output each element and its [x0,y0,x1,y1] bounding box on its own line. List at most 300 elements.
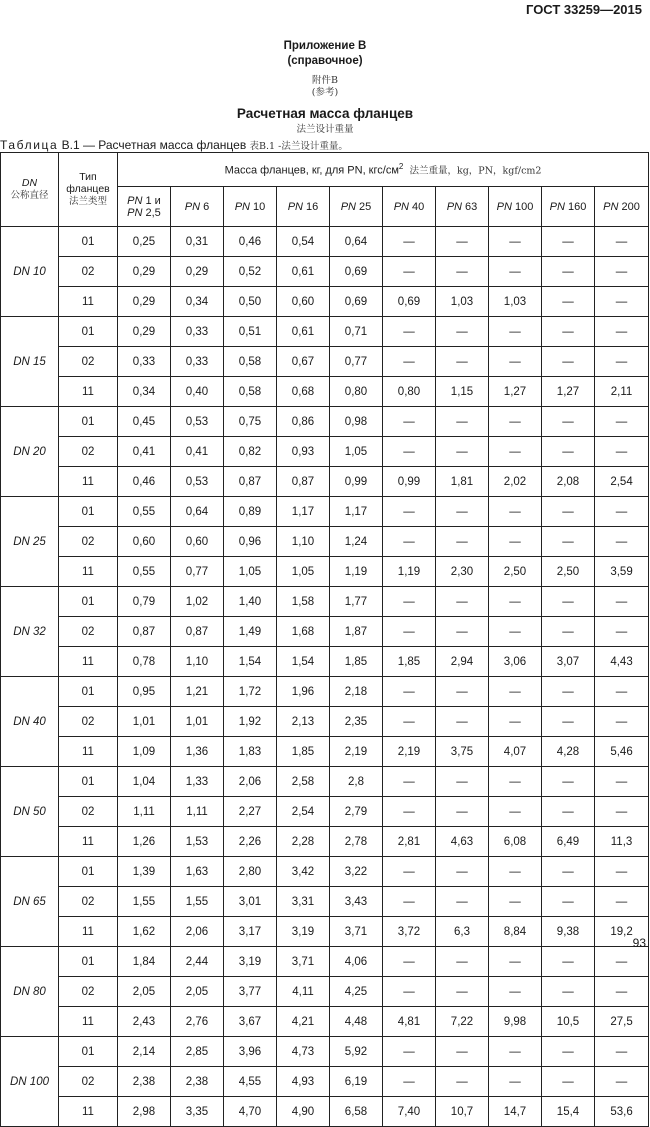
mass-cell: 0,40 [171,377,224,407]
type-cell: 02 [59,527,118,557]
table-row [1,347,649,377]
table-row [1,1067,649,1097]
type-cell: 11 [59,1007,118,1037]
mass-cell: 0,50 [224,287,277,317]
mass-cell: — [489,527,542,557]
mass-cell: — [436,947,489,977]
header-pn-6 [171,187,224,227]
header-mass-sup: 2 [398,162,404,172]
mass-cell: 0,46 [224,227,277,257]
type-cell: 11 [59,377,118,407]
header-type-line1: Тип [79,171,97,183]
type-cell: 01 [59,407,118,437]
mass-cell: 6,3 [436,917,489,947]
mass-cell: 2,13 [277,707,330,737]
mass-cell: 2,08 [542,467,595,497]
mass-cell: — [542,617,595,647]
mass-cell: 1,27 [489,377,542,407]
table-row [1,767,649,797]
pn-label: PN [127,206,143,219]
mass-cell: — [436,797,489,827]
mass-cell: — [383,947,436,977]
dn-cell: DN 40 [1,677,59,767]
mass-cell: — [595,947,649,977]
mass-cell: 5,92 [330,1037,383,1067]
mass-cell: — [383,347,436,377]
flange-mass-table [0,152,649,1127]
mass-cell: — [489,347,542,377]
pn-value: 6 [203,200,210,213]
mass-cell: 0,87 [224,467,277,497]
type-cell: 01 [59,587,118,617]
mass-cell: — [436,317,489,347]
mass-cell: 9,38 [542,917,595,947]
mass-cell: — [489,587,542,617]
table-row [1,617,649,647]
pn-value: 25 [359,200,372,213]
mass-cell: — [542,587,595,617]
mass-cell: — [489,707,542,737]
header-pn-1-2-5 [118,187,171,227]
mass-cell: 2,19 [383,737,436,767]
mass-cell: 19,2 [595,917,649,947]
mass-cell: 7,40 [383,1097,436,1127]
mass-cell: 14,7 [489,1097,542,1127]
mass-cell: — [595,857,649,887]
type-cell: 11 [59,557,118,587]
mass-cell: 1,10 [171,647,224,677]
mass-cell: — [383,1067,436,1097]
pn-label: PN [340,200,356,213]
mass-cell: — [383,587,436,617]
mass-cell: — [489,407,542,437]
mass-cell: 1,27 [542,377,595,407]
mass-cell: — [383,797,436,827]
mass-cell: 3,71 [330,917,383,947]
mass-cell: — [489,497,542,527]
mass-cell: 0,51 [224,317,277,347]
mass-cell: — [436,707,489,737]
type-cell: 01 [59,677,118,707]
mass-cell: 1,87 [330,617,383,647]
mass-cell: — [489,257,542,287]
mass-cell: — [436,1037,489,1067]
header-pn-200 [595,187,649,227]
mass-cell: 2,81 [383,827,436,857]
table-row [1,1007,649,1037]
mass-cell: — [383,977,436,1007]
mass-cell: 0,45 [118,407,171,437]
mass-cell: 4,55 [224,1067,277,1097]
mass-cell: 1,15 [436,377,489,407]
mass-cell: — [595,407,649,437]
dn-cell: DN 65 [1,857,59,947]
mass-cell: 1,36 [171,737,224,767]
mass-cell: 2,94 [436,647,489,677]
pn-value: 2,5 [142,206,161,219]
pn-value: 16 [306,200,319,213]
type-cell: 11 [59,647,118,677]
type-cell: 02 [59,1067,118,1097]
type-cell: 01 [59,1037,118,1067]
mass-cell: — [542,887,595,917]
mass-cell: 1,63 [171,857,224,887]
mass-cell: 3,06 [489,647,542,677]
mass-cell: — [383,407,436,437]
dn-cell: DN 10 [1,227,59,317]
mass-cell: — [489,797,542,827]
mass-cell: — [542,947,595,977]
mass-cell: 0,29 [118,257,171,287]
mass-cell: 1,05 [224,557,277,587]
mass-cell: 0,46 [118,467,171,497]
mass-cell: 1,55 [118,887,171,917]
mass-cell: — [436,437,489,467]
pn-label: PN [287,200,303,213]
mass-cell: 2,27 [224,797,277,827]
mass-cell: — [489,1037,542,1067]
mass-cell: 0,25 [118,227,171,257]
mass-cell: 1,19 [330,557,383,587]
mass-cell: 1,17 [330,497,383,527]
mass-cell: 2,06 [171,917,224,947]
table-caption [0,138,348,152]
mass-cell: 1,21 [171,677,224,707]
dn-cell: DN 15 [1,317,59,407]
mass-cell: 3,59 [595,557,649,587]
mass-cell: — [595,587,649,617]
mass-cell: 0,55 [118,557,171,587]
mass-cell: 10,5 [542,1007,595,1037]
mass-cell: 0,75 [224,407,277,437]
mass-cell: 3,31 [277,887,330,917]
mass-cell: 3,71 [277,947,330,977]
pn-value: 40 [412,200,425,213]
mass-cell: 3,01 [224,887,277,917]
mass-cell: 0,29 [118,287,171,317]
mass-cell: 1,02 [171,587,224,617]
table-row [1,227,649,257]
mass-cell: — [595,677,649,707]
mass-cell: 3,43 [330,887,383,917]
pn-label: PN [234,200,250,213]
type-cell: 11 [59,827,118,857]
mass-cell: 2,26 [224,827,277,857]
header-type [59,153,118,227]
mass-cell: — [436,587,489,617]
mass-cell: 0,33 [118,347,171,377]
mass-cell: 7,22 [436,1007,489,1037]
mass-cell: 0,29 [171,257,224,287]
mass-cell: 0,61 [277,257,330,287]
table-row [1,557,649,587]
mass-cell: — [595,287,649,317]
mass-cell: 0,80 [383,377,436,407]
mass-cell: 0,69 [383,287,436,317]
type-cell: 11 [59,917,118,947]
mass-cell: 0,95 [118,677,171,707]
dn-cell: DN 25 [1,497,59,587]
mass-cell: 2,38 [171,1067,224,1097]
mass-cell: 1,26 [118,827,171,857]
type-cell: 01 [59,947,118,977]
section-title: Расчетная масса фланцев [236,106,414,121]
mass-cell: — [383,497,436,527]
mass-cell: 2,19 [330,737,383,767]
mass-cell: 1,33 [171,767,224,797]
table-row [1,707,649,737]
mass-cell: 1,53 [171,827,224,857]
type-cell: 01 [59,857,118,887]
mass-cell: 2,28 [277,827,330,857]
type-cell: 01 [59,227,118,257]
dn-cell: DN 20 [1,407,59,497]
mass-cell: — [436,347,489,377]
header-pn-10 [224,187,277,227]
mass-cell: 0,41 [171,437,224,467]
table-row [1,1037,649,1067]
mass-cell: — [595,227,649,257]
header-pn-16 [277,187,330,227]
pn-value: 200 [621,200,640,213]
mass-cell: 0,80 [330,377,383,407]
mass-cell: 0,58 [224,377,277,407]
mass-cell: 11,3 [595,827,649,857]
mass-cell: 2,54 [595,467,649,497]
mass-cell: 1,77 [330,587,383,617]
header-mass-text: Масса фланцев, кг, для PN, кгс/см [224,164,399,177]
mass-cell: — [383,857,436,887]
mass-cell: — [595,347,649,377]
mass-cell: 4,70 [224,1097,277,1127]
mass-cell: 6,58 [330,1097,383,1127]
mass-cell: 1,85 [277,737,330,767]
mass-cell: 2,05 [118,977,171,1007]
mass-cell: 1,39 [118,857,171,887]
mass-cell: — [489,1067,542,1097]
dn-cell: DN 100 [1,1037,59,1127]
mass-cell: — [383,887,436,917]
mass-cell: — [542,287,595,317]
mass-cell: 1,55 [171,887,224,917]
mass-cell: 1,49 [224,617,277,647]
mass-cell: — [542,347,595,377]
type-cell: 11 [59,737,118,767]
mass-cell: 0,34 [171,287,224,317]
type-cell: 01 [59,497,118,527]
mass-cell: 0,87 [277,467,330,497]
mass-cell: 2,43 [118,1007,171,1037]
mass-cell: 0,33 [171,347,224,377]
mass-cell: 0,55 [118,497,171,527]
mass-cell: 53,6 [595,1097,649,1127]
mass-cell: 2,44 [171,947,224,977]
mass-cell: 1,40 [224,587,277,617]
mass-cell: — [542,317,595,347]
mass-cell: 1,19 [383,557,436,587]
mass-cell: 1,11 [118,797,171,827]
mass-cell: 3,77 [224,977,277,1007]
mass-cell: 3,19 [224,947,277,977]
mass-cell: 0,68 [277,377,330,407]
mass-cell: 2,79 [330,797,383,827]
mass-cell: 15,4 [542,1097,595,1127]
mass-cell: 8,84 [489,917,542,947]
mass-cell: 4,25 [330,977,383,1007]
table-row [1,467,649,497]
mass-cell: 4,21 [277,1007,330,1037]
type-cell: 02 [59,797,118,827]
header-dn-text: DN [21,177,38,189]
mass-cell: 0,53 [171,407,224,437]
header-dn [1,153,59,227]
type-cell: 02 [59,887,118,917]
type-cell: 02 [59,257,118,287]
mass-cell: 2,14 [118,1037,171,1067]
pn-label: PN [549,200,565,213]
table-row [1,497,649,527]
mass-cell: 1,03 [436,287,489,317]
mass-cell: 0,53 [171,467,224,497]
mass-cell: 2,58 [277,767,330,797]
mass-cell: 0,34 [118,377,171,407]
mass-cell: 0,41 [118,437,171,467]
mass-cell: — [436,497,489,527]
mass-cell: 4,73 [277,1037,330,1067]
type-cell: 02 [59,437,118,467]
mass-cell: 0,31 [171,227,224,257]
header-type-line2: фланцев [66,183,110,195]
mass-cell: 0,78 [118,647,171,677]
mass-cell: — [595,437,649,467]
table-row [1,857,649,887]
mass-cell: 0,61 [277,317,330,347]
mass-cell: — [595,317,649,347]
table-row [1,1097,649,1127]
mass-cell: — [383,707,436,737]
mass-cell: 0,99 [383,467,436,497]
mass-cell: — [383,527,436,557]
mass-cell: 1,83 [224,737,277,767]
mass-cell: — [383,1037,436,1067]
mass-cell: 0,98 [330,407,383,437]
pn-value: 160 [567,200,587,213]
mass-cell: 0,77 [171,557,224,587]
mass-cell: 4,81 [383,1007,436,1037]
mass-cell: 1,24 [330,527,383,557]
mass-cell: 0,60 [118,527,171,557]
mass-cell: 27,5 [595,1007,649,1037]
appendix-subtitle: (справочное) [287,55,363,67]
mass-cell: — [542,857,595,887]
mass-cell: 2,8 [330,767,383,797]
type-cell: 11 [59,1097,118,1127]
table-row [1,947,649,977]
standard-number: ГОСТ 33259—2015 [526,2,642,17]
pn-value: 63 [465,200,478,213]
type-cell: 11 [59,467,118,497]
table-row [1,587,649,617]
mass-cell: — [595,887,649,917]
type-cell: 02 [59,977,118,1007]
caption-text: В.1 — Расчетная масса фланцев [58,138,250,152]
mass-cell: 3,72 [383,917,436,947]
pn-label: PN [184,200,201,213]
mass-cell: — [595,977,649,1007]
pn-label: PN [127,194,143,207]
mass-cell: — [489,767,542,797]
table-row [1,317,649,347]
pn-value: 100 [514,200,534,213]
mass-cell: — [595,257,649,287]
pn-label: PN [496,200,512,213]
mass-cell: 2,06 [224,767,277,797]
mass-cell: — [489,437,542,467]
mass-cell: — [383,677,436,707]
mass-cell: 3,17 [224,917,277,947]
mass-cell: 0,89 [224,497,277,527]
mass-cell: — [436,227,489,257]
mass-cell: 1,92 [224,707,277,737]
mass-cell: 1,68 [277,617,330,647]
dn-cell: DN 32 [1,587,59,677]
mass-cell: 3,35 [171,1097,224,1127]
header-mass [118,153,649,187]
mass-cell: — [383,437,436,467]
mass-cell: 0,93 [277,437,330,467]
pn-value: 10 [253,200,266,213]
table-row [1,527,649,557]
mass-cell: — [383,767,436,797]
mass-cell: 0,60 [277,287,330,317]
mass-cell: 2,50 [542,557,595,587]
table-row [1,647,649,677]
mass-cell: — [542,437,595,467]
mass-cell: 3,22 [330,857,383,887]
mass-cell: — [489,857,542,887]
mass-cell: — [436,767,489,797]
mass-cell: — [383,617,436,647]
mass-cell: — [383,227,436,257]
mass-cell: 6,19 [330,1067,383,1097]
mass-cell: 9,98 [489,1007,542,1037]
appendix-title: Приложение В [283,40,367,52]
header-pn-25 [330,187,383,227]
table-row [1,917,649,947]
mass-cell: 2,38 [118,1067,171,1097]
mass-cell: — [542,767,595,797]
caption-cn: 表B.1 -法兰设计重量。 [249,141,348,152]
mass-cell: — [436,977,489,1007]
mass-cell: — [436,527,489,557]
table-row [1,887,649,917]
mass-cell: 1,09 [118,737,171,767]
mass-cell: 0,33 [171,317,224,347]
type-cell: 02 [59,617,118,647]
table-row [1,377,649,407]
mass-cell: 3,19 [277,917,330,947]
mass-cell: 1,01 [118,707,171,737]
mass-cell: — [489,947,542,977]
mass-cell: 1,54 [224,647,277,677]
mass-cell: — [542,1067,595,1097]
mass-cell: 0,64 [171,497,224,527]
header-pn-63 [436,187,489,227]
mass-cell: 1,03 [489,287,542,317]
mass-cell: — [436,1067,489,1097]
mass-cell: 2,80 [224,857,277,887]
caption-label: Таблица [0,138,59,152]
